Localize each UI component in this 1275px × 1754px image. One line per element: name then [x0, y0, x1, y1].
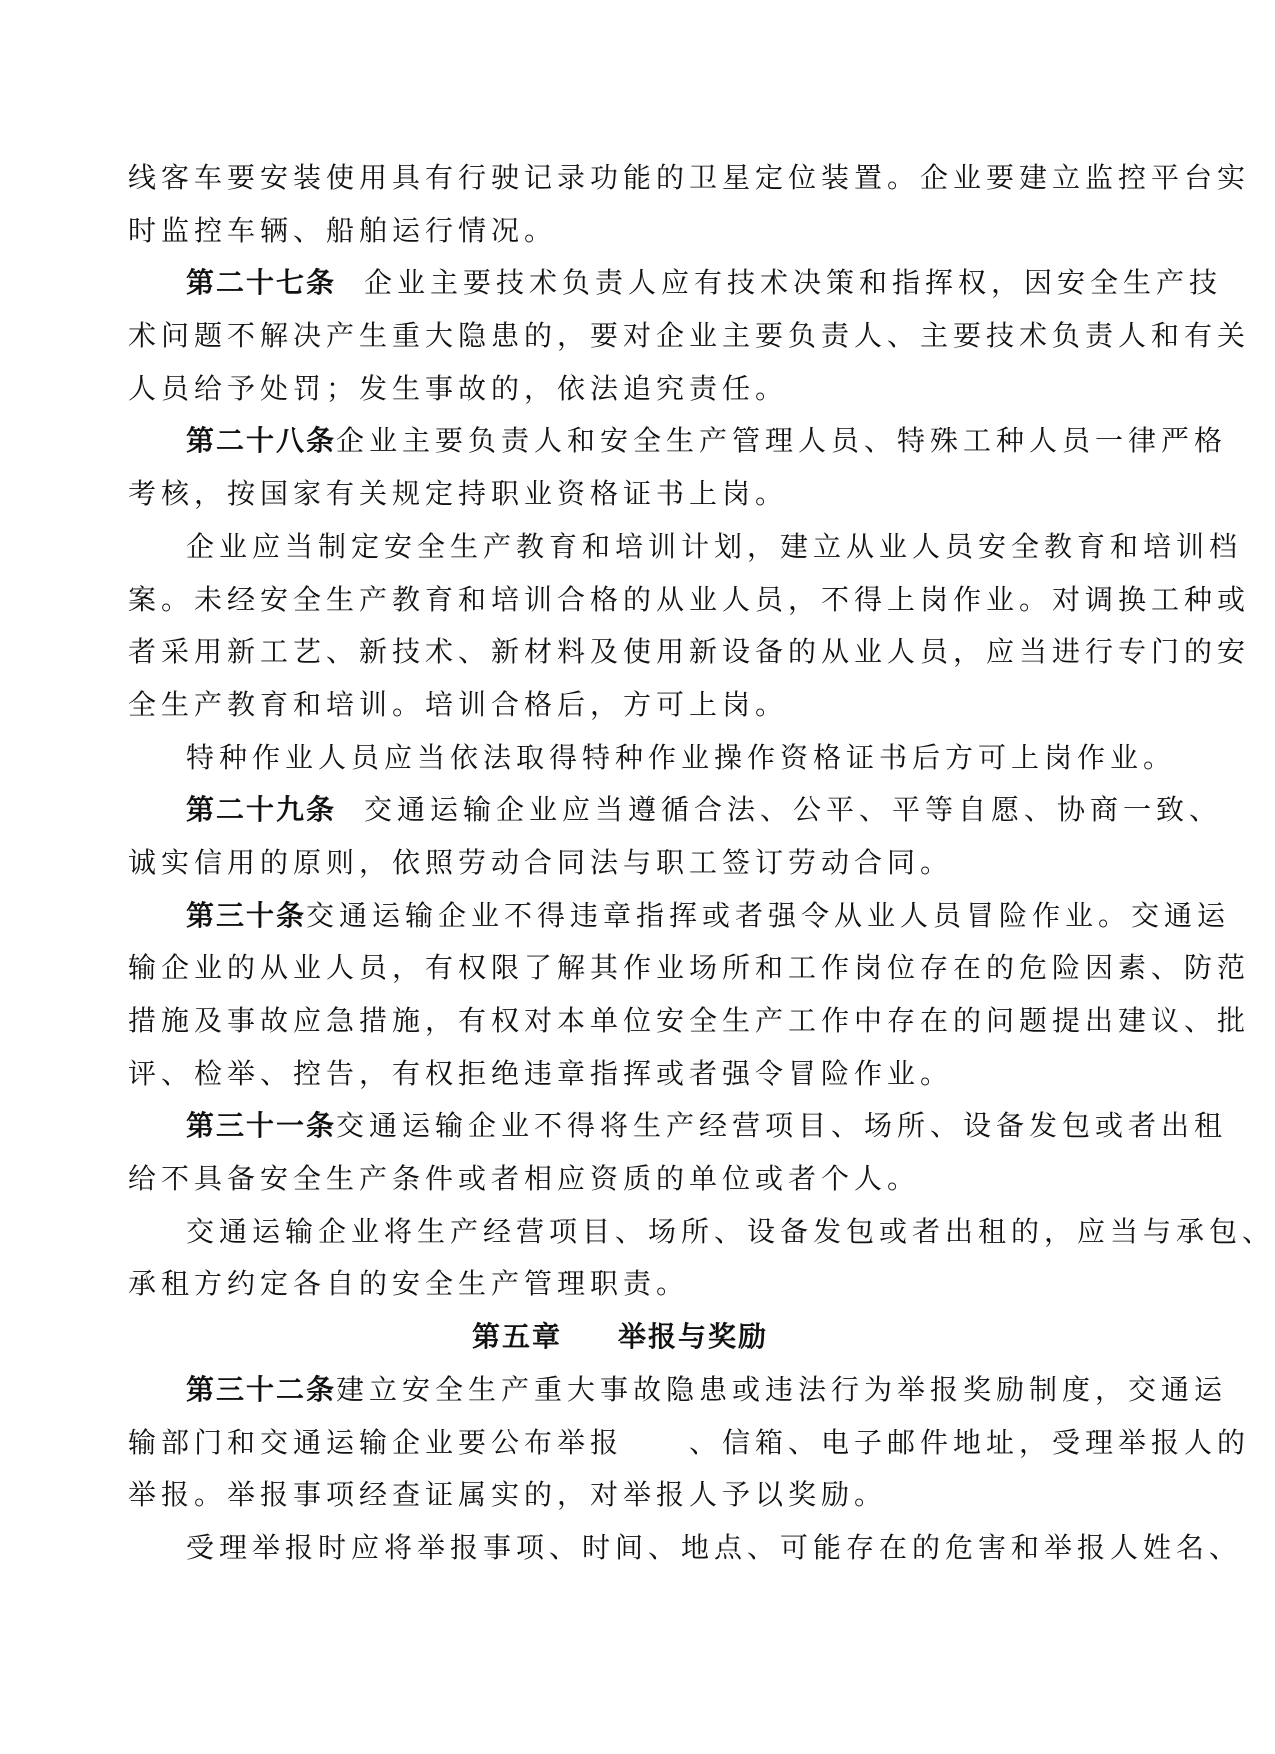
text-line: 特种作业人员应当依法取得特种作业操作资格证书后方可上岗作业。	[186, 740, 1177, 774]
article-title: 第二十九条	[186, 793, 337, 827]
article-title: 第三十一条	[186, 1109, 337, 1143]
article-29	[128, 784, 1223, 837]
text-line: 措施及事故应急措施，有权对本单位安全生产工作中存在的问题提出建议、批	[128, 1004, 1251, 1037]
chapter-number: 第五章	[471, 1320, 562, 1354]
article-title: 第二十七条	[186, 266, 337, 300]
text-line: 考核，按国家有关规定持职业资格证书上岗。	[128, 477, 789, 511]
text-line: 术问题不解决产生重大隐患的，要对企业主要负责人、主要技术负责人和有关	[128, 319, 1251, 353]
article-text: 交通运输企业应当遵循合法、公平、平等自愿、协商一致、	[364, 793, 1223, 827]
text-line: 举报。举报事项经查证属实的，对举报人予以奖励。	[128, 1478, 888, 1512]
article-27	[128, 257, 1223, 310]
text-line: 给不具备安全生产条件或者相应资质的单位或者个人。	[128, 1162, 921, 1196]
text-line: 评、检举、控告，有权拒绝违章指挥或者强令冒险作业。	[128, 1056, 954, 1090]
article-text: 交通运输企业不得将生产经营项目、场所、设备发包或者出租	[336, 1109, 1228, 1143]
text-line: 全生产教育和培训。培训合格后，方可上岗。	[128, 687, 789, 721]
text-line: 线客车要安装使用具有行驶记录功能的卫星定位装置。企业要建立监控平台实	[128, 161, 1251, 194]
text-line: 交通运输企业将生产经营项目、场所、设备发包或者出租的，应当与承包、	[186, 1214, 1275, 1248]
text-line: 人员给予处罚；发生事故的，依法追究责任。	[128, 371, 789, 405]
article-title: 第三十条	[186, 898, 307, 932]
article-text: 企业主要负责人和安全生产管理人员、特殊工种人员一律严格	[336, 424, 1228, 458]
article-title: 第三十二条	[186, 1372, 337, 1406]
text-line: 输部门和交通运输企业要公布举报 、信箱、电子邮件地址，受理举报人的	[128, 1425, 1251, 1459]
article-text: 建立安全生产重大事故隐患或违法行为举报奖励制度，交通运	[336, 1372, 1228, 1406]
article-30	[128, 890, 1231, 943]
article-text: 交通运输企业不得违章指挥或者强令从业人员冒险作业。交通运	[306, 898, 1231, 932]
text-line: 受理举报时应将举报事项、时间、地点、可能存在的危害和举报人姓名、	[186, 1530, 1243, 1564]
text-line: 者采用新工艺、新技术、新材料及使用新设备的从业人员，应当进行专门的安	[128, 635, 1251, 669]
chapter-heading	[128, 1311, 1112, 1364]
article-31	[128, 1100, 1228, 1153]
chapter-title: 举报与奖励	[618, 1320, 769, 1354]
text-line: 案。未经安全生产教育和培训合格的从业人员，不得上岗作业。对调换工种或	[128, 582, 1251, 616]
article-title: 第二十八条	[186, 424, 337, 458]
text-line: 诚实信用的原则，依照劳动合同法与职工签订劳动合同。	[128, 845, 954, 879]
article-32	[128, 1364, 1228, 1417]
document-body	[128, 152, 1275, 1575]
text-line: 承租方约定各自的安全生产管理职责。	[128, 1267, 690, 1301]
article-text: 企业主要技术负责人应有技术决策和指挥权，因安全生产技	[364, 266, 1223, 300]
text-line: 企业应当制定安全生产教育和培训计划，建立从业人员安全教育和培训档	[186, 529, 1243, 563]
text-line: 输企业的从业人员，有权限了解其作业场所和工作岗位存在的危险因素、防范	[128, 951, 1251, 985]
text-line: 时监控车辆、船舶运行情况。	[128, 213, 558, 247]
article-28	[128, 415, 1228, 468]
